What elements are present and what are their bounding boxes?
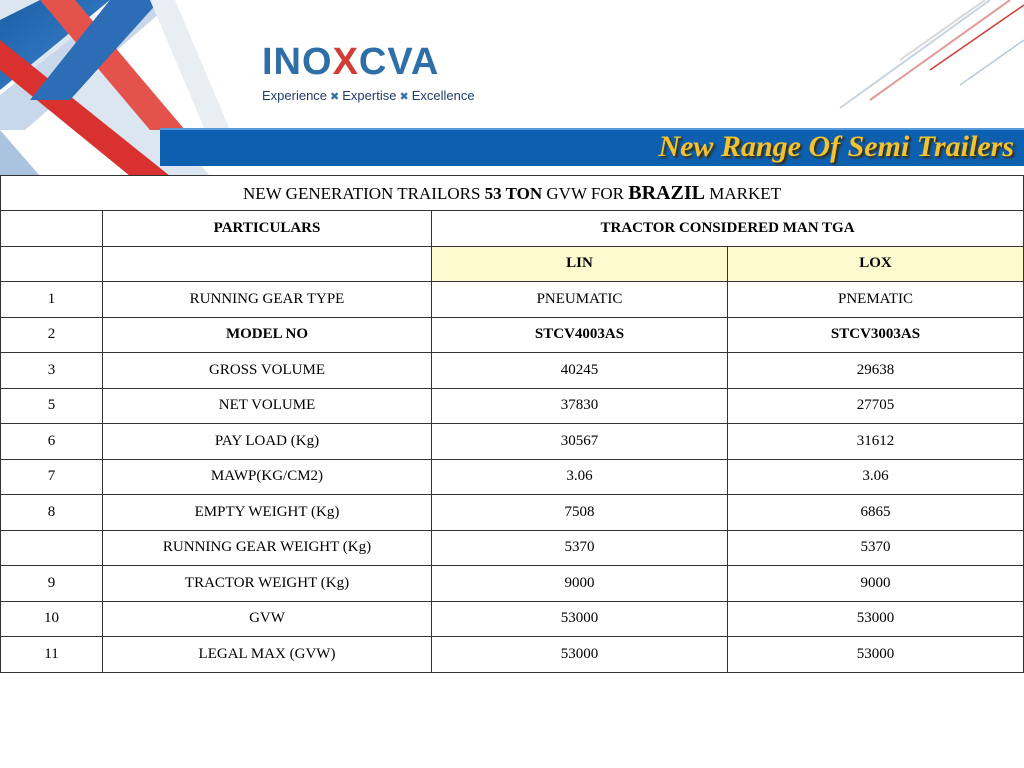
slide-title: New Range Of Semi Trailers [658, 130, 1014, 163]
row-lin-value: PNEUMATIC [432, 282, 728, 318]
subheader-empty-cell [1, 246, 103, 282]
row-lin-value: 9000 [432, 566, 728, 602]
row-lin-value: 5370 [432, 530, 728, 566]
row-lox-value: PNEMATIC [728, 282, 1024, 318]
row-lox-value: 9000 [728, 566, 1024, 602]
header-row [1, 211, 1024, 247]
title-part-1: NEW GENERATION TRAILORS [243, 183, 485, 203]
row-number: 2 [1, 317, 103, 353]
spec-table-container [0, 175, 1024, 673]
company-logo [262, 42, 492, 112]
row-parameter-name: RUNNING GEAR TYPE [103, 282, 432, 318]
row-number: 6 [1, 424, 103, 460]
title-part-4: BRAZIL [628, 181, 705, 204]
row-parameter-name: PAY LOAD (Kg) [103, 424, 432, 460]
row-lox-value: 53000 [728, 637, 1024, 673]
tagline-separator-icon: ✖ [399, 91, 409, 103]
row-lin-value: 3.06 [432, 459, 728, 495]
table-row [1, 530, 1024, 566]
table-row [1, 495, 1024, 531]
table-row [1, 282, 1024, 318]
table-title [1, 176, 1024, 211]
logo-text-cva: CVA [358, 41, 440, 83]
row-lox-value: 29638 [728, 353, 1024, 389]
lin-header: LIN [432, 246, 728, 282]
logo-tagline [262, 88, 475, 103]
row-lox-value: STCV3003AS [728, 317, 1024, 353]
row-lox-value: 5370 [728, 530, 1024, 566]
tractor-header: TRACTOR CONSIDERED MAN TGA [432, 211, 1024, 247]
row-parameter-name: EMPTY WEIGHT (Kg) [103, 495, 432, 531]
title-part-5: MARKET [704, 183, 781, 203]
row-parameter-name: RUNNING GEAR WEIGHT (Kg) [103, 530, 432, 566]
row-lox-value: 27705 [728, 388, 1024, 424]
logo-text-ino: INO [262, 41, 333, 83]
table-row [1, 459, 1024, 495]
row-lin-value: 30567 [432, 424, 728, 460]
title-part-2: 53 TON [484, 183, 543, 203]
row-lin-value: 53000 [432, 637, 728, 673]
row-lin-value: 7508 [432, 495, 728, 531]
header-empty-cell [1, 211, 103, 247]
table-row [1, 424, 1024, 460]
title-part-3: GVW FOR [542, 183, 629, 203]
row-lox-value: 31612 [728, 424, 1024, 460]
lox-header: LOX [728, 246, 1024, 282]
row-lin-value: 53000 [432, 601, 728, 637]
spec-table [0, 175, 1024, 673]
table-title-row [1, 176, 1024, 211]
row-number: 10 [1, 601, 103, 637]
row-number: 8 [1, 495, 103, 531]
row-number: 7 [1, 459, 103, 495]
row-number: 1 [1, 282, 103, 318]
slide-header [0, 0, 1024, 176]
particulars-header: PARTICULARS [103, 211, 432, 247]
logo-text-x: X [332, 41, 359, 83]
row-lin-value: 37830 [432, 388, 728, 424]
tagline-experience: Experience [262, 88, 328, 103]
row-parameter-name: LEGAL MAX (GVW) [103, 637, 432, 673]
table-row [1, 353, 1024, 389]
row-parameter-name: TRACTOR WEIGHT (Kg) [103, 566, 432, 602]
table-row [1, 601, 1024, 637]
row-parameter-name: MODEL NO [103, 317, 432, 353]
subheader-empty-cell [103, 246, 432, 282]
row-lox-value: 53000 [728, 601, 1024, 637]
table-row [1, 566, 1024, 602]
table-row [1, 637, 1024, 673]
row-number: 11 [1, 637, 103, 673]
tagline-excellence: Excellence [411, 88, 475, 103]
row-lin-value: 40245 [432, 353, 728, 389]
row-number: 5 [1, 388, 103, 424]
row-parameter-name: GVW [103, 601, 432, 637]
row-number: 9 [1, 566, 103, 602]
tagline-expertise: Expertise [342, 88, 397, 103]
row-parameter-name: NET VOLUME [103, 388, 432, 424]
row-parameter-name: MAWP(KG/CM2) [103, 459, 432, 495]
row-lin-value: STCV4003AS [432, 317, 728, 353]
table-row [1, 317, 1024, 353]
row-number [1, 530, 103, 566]
row-number: 3 [1, 353, 103, 389]
logo-wordmark [262, 42, 439, 82]
tagline-separator-icon: ✖ [330, 91, 340, 103]
table-row [1, 388, 1024, 424]
row-lox-value: 6865 [728, 495, 1024, 531]
row-parameter-name: GROSS VOLUME [103, 353, 432, 389]
row-lox-value: 3.06 [728, 459, 1024, 495]
subheader-row [1, 246, 1024, 282]
